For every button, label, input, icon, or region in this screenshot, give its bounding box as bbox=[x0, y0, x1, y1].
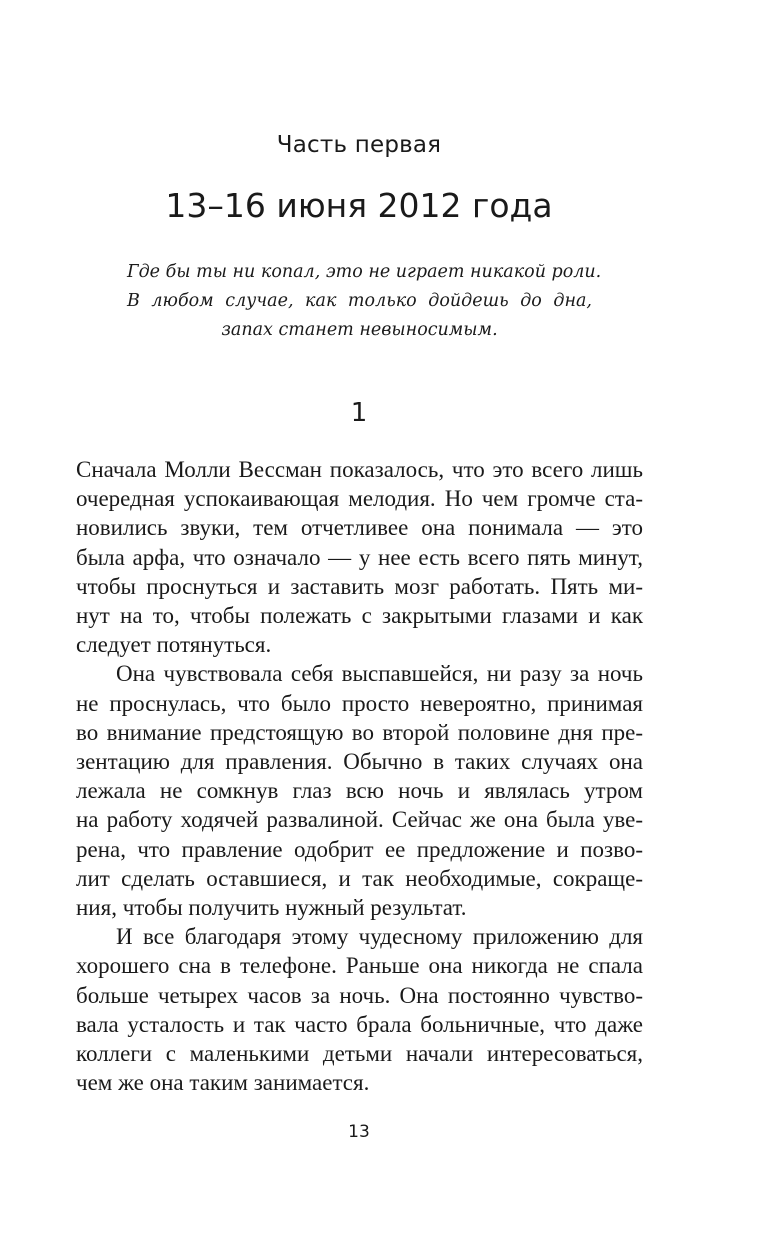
text-line: коллеги с маленькими детьми начали интересоваться, bbox=[76, 1041, 643, 1067]
text-line: не проснулась, что было просто невероятно, принимая bbox=[76, 690, 643, 716]
body-text bbox=[76, 455, 643, 1097]
text-line: лит сделать оставшиеся, и так необходимые, сокраще- bbox=[76, 865, 643, 891]
text-line: Сначала Молли Вессман показалось, что это всего лишь bbox=[76, 457, 643, 482]
text-line: рена, что правление одобрит ее предложение и позво- bbox=[76, 836, 643, 862]
text-line: зентацию для правления. Обычно в таких случаях она bbox=[76, 749, 643, 775]
text-line: во внимание предстоящую во второй половине дня пре- bbox=[76, 719, 643, 745]
chapter-number: 1 bbox=[350, 398, 368, 428]
text-line: И все благодаря этому чудесному приложению для bbox=[116, 924, 643, 950]
part-title: Часть первая bbox=[276, 132, 442, 158]
text-line: ния, чтобы получить нужный результат. bbox=[76, 895, 467, 921]
text-line: была арфа, что означало — у нее есть всего пять минут, bbox=[76, 544, 643, 570]
text-line: очередная успокаивающая мелодия. Но чем громче ста- bbox=[76, 486, 643, 512]
epigraph-line: В любом случае, как только дойдешь до дна, bbox=[127, 291, 592, 311]
date-title: 13–16 июня 2012 года bbox=[165, 186, 553, 225]
text-line: больше четырех часов за ночь. Она постоянно чувство- bbox=[76, 982, 643, 1008]
epigraph-line: Где бы ты ни копал, это не играет никакой роли. bbox=[127, 262, 602, 282]
text-line: чем же она таким занимается. bbox=[76, 1070, 370, 1096]
text-line: новились звуки, тем отчетливее она понимала — это bbox=[76, 515, 643, 541]
text-line: лежала не сомкнув глаз всю ночь и являлась утром bbox=[76, 778, 643, 804]
text-line: хорошего сна в телефоне. Раньше она никогда не спала bbox=[76, 953, 643, 979]
page-number: 13 bbox=[348, 1122, 370, 1142]
text-line: следует потянуться. bbox=[76, 632, 272, 658]
text-line: на работу ходячей развалиной. Сейчас же она была уве- bbox=[76, 807, 643, 833]
text-line: нут на то, чтобы полежать с закрытыми глазами и как bbox=[76, 603, 643, 629]
text-line: чтобы проснуться и заставить мозг работать. Пять ми- bbox=[76, 573, 643, 599]
text-line: Она чувствовала себя выспавшейся, ни разу за ночь bbox=[116, 661, 643, 687]
epigraph bbox=[127, 258, 602, 345]
text-line: вала усталость и так часто брала больничные, что даже bbox=[76, 1011, 643, 1037]
epigraph-line: запах станет невыносимым. bbox=[221, 320, 498, 340]
